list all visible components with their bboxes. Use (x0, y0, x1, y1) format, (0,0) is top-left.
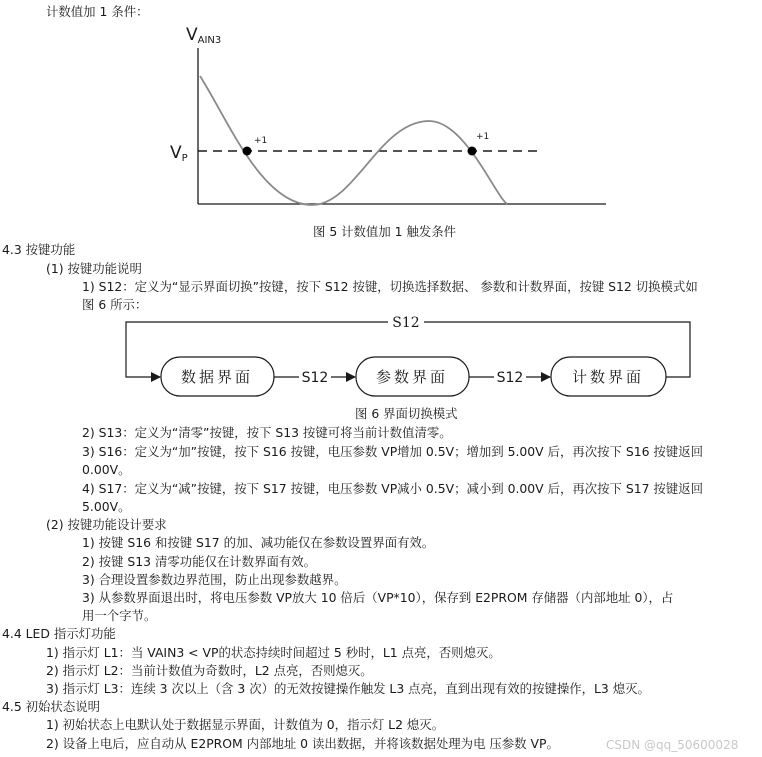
subsection-1-title: (1) 按键功能说明 (46, 261, 142, 276)
requirement-3: 3) 合理设置参数边界范围，防止出现参数越界。 (82, 572, 347, 587)
s16-description-cont: 0.00V。 (82, 462, 131, 477)
trigger-label-left: +1 (254, 136, 268, 146)
s12-description-cont: 图 6 所示： (82, 297, 148, 312)
s12-description: 1) S12：定义为“显示界面切换”按键，按下 S12 按键，切换选择数据、 参数和计数界面，按键 S12 切换模式如 (82, 279, 698, 294)
trigger-label-right: +1 (476, 132, 490, 142)
vp-label: VP (170, 143, 188, 164)
requirement-4-cont: 用一个字节。 (82, 608, 157, 623)
requirement-2: 2) 按键 S13 清零功能仅在计数界面有效。 (82, 554, 317, 569)
requirement-4: 3) 从参数界面退出时，将电压参数 VP放大 10 倍后（VP*10），保存到 E2PROM 存储器（内部地址 0），占 (82, 590, 674, 605)
section-4-5-title: 4.5 初始状态说明 (2, 699, 100, 714)
figure-6-mode-diagram (0, 300, 762, 410)
subsection-2-title: (2) 按键功能设计要求 (46, 517, 167, 532)
mode-box-data-label: 数据界面 (180, 368, 254, 386)
led-l3-description: 3) 指示灯 L3：连续 3 次以上（含 3 次）的无效按键操作触发 L3 点亮，直到出现有效的按键操作，L3 熄灭。 (46, 681, 650, 696)
requirement-1: 1) 按键 S16 和按键 S17 的加、减功能仅在参数设置界面有效。 (82, 535, 435, 550)
section-4-3-title: 4.3 按键功能 (2, 242, 76, 257)
section-4-4-title: 4.4 LED 指示灯功能 (2, 626, 116, 641)
loop-label: S12 (392, 315, 420, 331)
led-l1-description: 1) 指示灯 L1：当 VAIN3 < VP的状态持续时间超过 5 秒时，L1 点亮，否则熄灭。 (46, 645, 501, 660)
trigger-point-right (468, 147, 477, 156)
figure-5-caption: 图 5 计数值加 1 触发条件 (313, 224, 457, 239)
initial-state-1: 1) 初始状态上电默认处于数据显示界面，计数值为 0，指示灯 L2 熄灭。 (46, 717, 445, 732)
led-l2-description: 2) 指示灯 L2：当前计数值为奇数时，L2 点亮，否则熄灭。 (46, 663, 373, 678)
s17-description: 4) S17：定义为“减”按键，按下 S17 按键，电压参数 VP减小 0.5V；减小到 0.00V 后，再次按下 S17 按键返回 (82, 481, 703, 496)
figure-6-caption: 图 6 界面切换模式 (355, 406, 458, 421)
s16-description: 3) S16：定义为“加”按键，按下 S16 按键，电压参数 VP增加 0.5V；增加到 5.00V 后，再次按下 S16 按键返回 (82, 444, 703, 459)
condition-heading: 计数值加 1 条件： (46, 4, 149, 19)
figure-5-waveform (0, 0, 762, 240)
y-axis-label: VAIN3 (186, 25, 222, 46)
csdn-watermark: CSDN @qq_50600028 (606, 738, 739, 752)
arrow-label-1: S12 (301, 370, 329, 386)
s17-description-cont: 5.00V。 (82, 499, 131, 514)
initial-state-2: 2) 设备上电后，应自动从 E2PROM 内部地址 0 读出数据，并将该数据处理为电 压参数 VP。 (46, 736, 559, 751)
mode-box-param-label: 参数界面 (375, 368, 449, 386)
trigger-point-left (243, 147, 252, 156)
vain3-curve (200, 76, 507, 205)
s13-description: 2) S13：定义为“清零”按键，按下 S13 按键可将当前计数值清零。 (82, 425, 452, 440)
arrow-label-2: S12 (496, 370, 524, 386)
mode-box-count-label: 计数界面 (571, 368, 645, 386)
